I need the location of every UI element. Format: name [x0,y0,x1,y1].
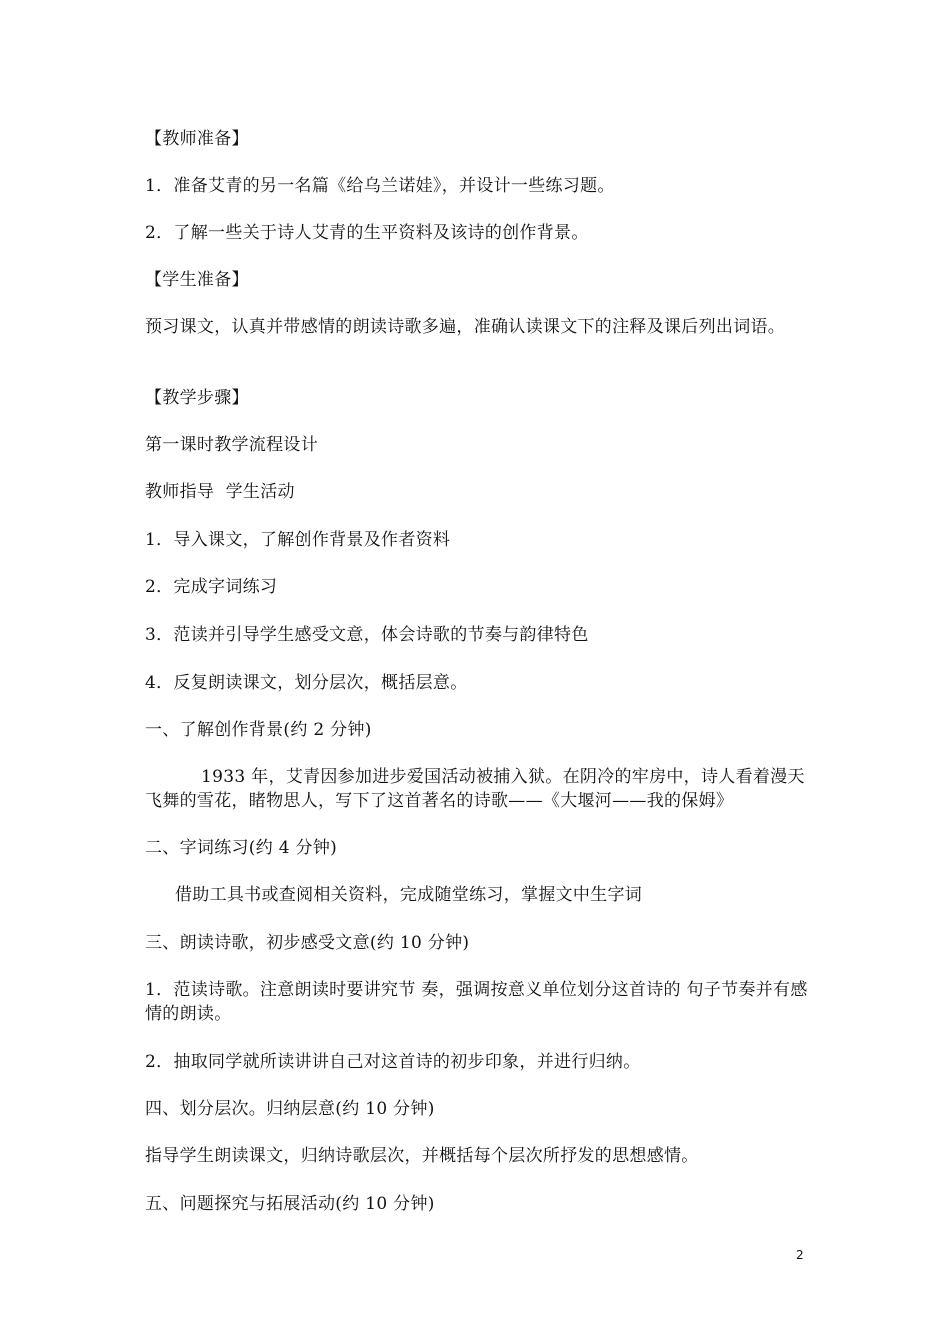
section-2-paragraph: 借助工具书或查阅相关资料，完成随堂练习，掌握文中生字词 [175,885,643,905]
step-item-4: 4．反复朗读课文，划分层次，概括层意。 [145,673,468,693]
teacher-prep-item-2: 2．了解一些关于诗人艾青的生平资料及该诗的创作背景。 [145,223,589,243]
heading-teaching-steps: 【教学步骤】 [145,388,249,408]
section-3-heading: 三、朗读诗歌，初步感受文意(约 10 分钟) [145,933,470,953]
teacher-prep-item-1: 1．准备艾青的另一名篇《给乌兰诺娃》，并设计一些练习题。 [145,176,615,196]
step-item-3: 3．范读并引导学生感受文意，体会诗歌的节奏与韵律特色 [145,625,589,645]
section-4-heading: 四、划分层次。归纳层意(约 10 分钟) [145,1099,435,1119]
step-item-1: 1．导入课文，了解创作背景及作者资料 [145,530,451,550]
section-3-item-2: 2．抽取同学就所读讲讲自己对这首诗的初步印象，并进行归纳。 [145,1052,641,1072]
page-number: 2 [796,1248,804,1262]
section-4-paragraph: 指导学生朗读课文，归纳诗歌层次，并概括每个层次所抒发的思想感情。 [145,1146,699,1166]
heading-student-prep: 【学生准备】 [145,270,249,290]
section-3-item-1: 1．范读诗歌。注意朗读时要讲究节 奏，强调按意义单位划分这首诗的 句子节奏并有感情的朗读。 [145,980,808,1024]
step-item-2: 2．完成字词练习 [145,577,278,597]
section-2-heading: 二、字词练习(约 4 分钟) [145,838,338,858]
guidance-activity-header: 教师指导 学生活动 [145,482,295,502]
section-1-heading: 一、了解创作背景(约 2 分钟) [145,720,372,740]
section-5-heading: 五、问题探究与拓展活动(约 10 分钟) [145,1194,435,1214]
heading-teacher-prep: 【教师准备】 [145,129,249,149]
student-prep-paragraph: 预习课文，认真并带感情的朗读诗歌多遍，准确认读课文下的注释及课后列出词语。 [145,317,786,337]
section-1-paragraph: 1933 年，艾青因参加进步爱国活动被捕入狱。在阴冷的牢房中，诗人看着漫天飞舞的雪花，睹物思人，写下了这首著名的诗歌——《大堰河——我的保姆》 [145,767,805,811]
lesson-flow-title: 第一课时教学流程设计 [145,435,318,455]
